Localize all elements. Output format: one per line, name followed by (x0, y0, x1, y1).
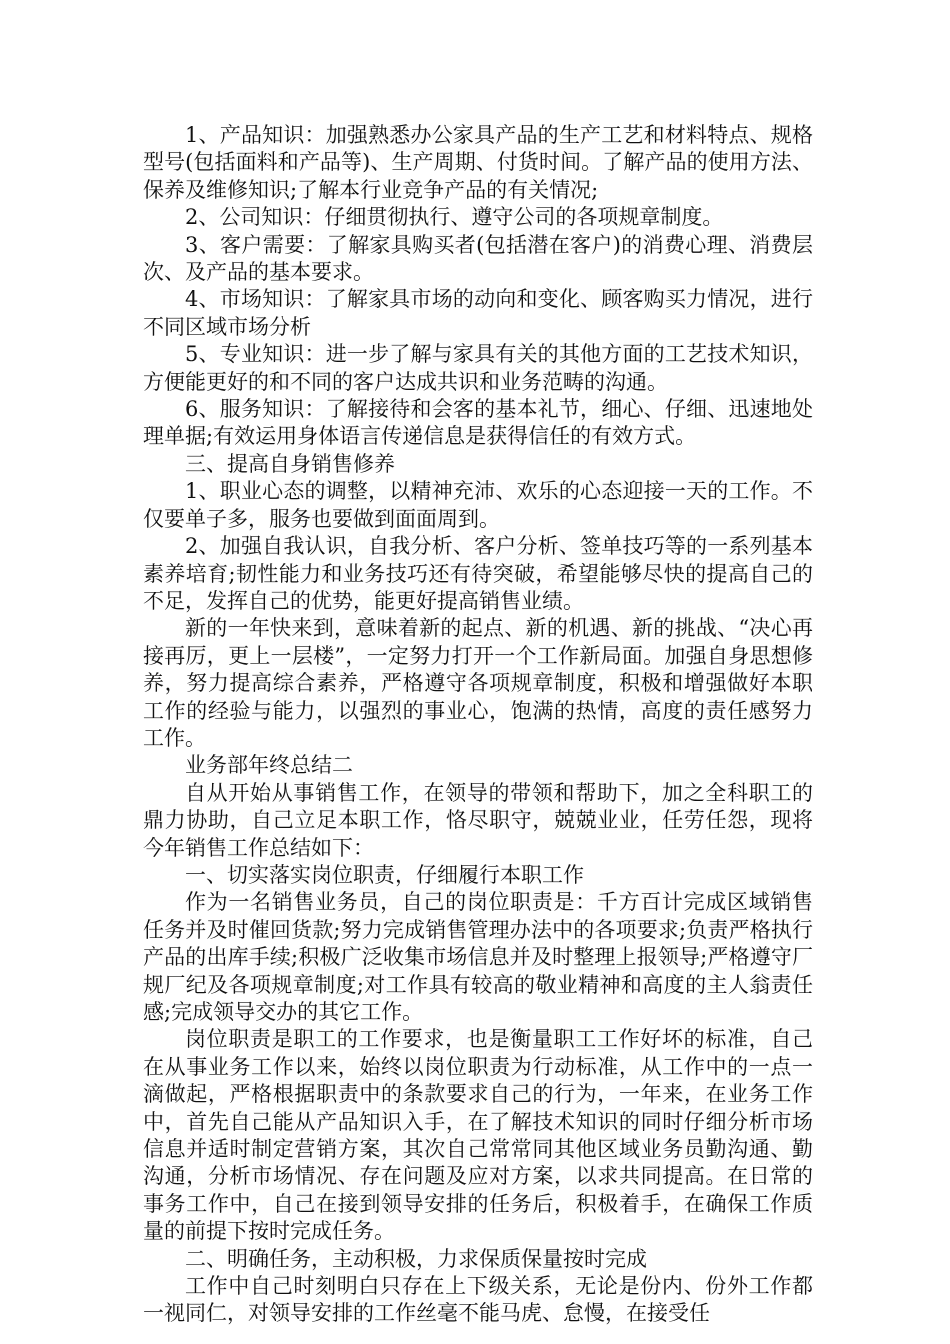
paragraph-market-knowledge: 4、市场知识：了解家具市场的动向和变化、顾客购买力情况，进行不同区域市场分析 (143, 287, 813, 339)
paragraph-self-awareness: 2、加强自我认识，自我分析、客户分析、签单技巧等的一系列基本素养培育;韧性能力和业务技巧还有待突破，希望能够尽快的提高自己的不足，发挥自己的优势，能更好提高销售业绩。 (143, 534, 813, 613)
paragraph-company-knowledge: 2、公司知识：仔细贯彻执行、遵守公司的各项规章制度。 (185, 205, 724, 230)
paragraph-work-relations: 工作中自己时刻明白只存在上下级关系，无论是份内、份外工作都一视同仁，对领导安排的工作丝毫不能马虎、怠慢，在接受任 (143, 1274, 813, 1326)
paragraph-product-knowledge: 1、产品知识：加强熟悉办公家具产品的生产工艺和材料特点、规格型号(包括面料和产品等)、生产周期、付货时间。了解产品的使用方法、保养及维修知识;了解本行业竞争产品的有关情况; (143, 123, 813, 202)
paragraph-customer-needs: 3、客户需要：了解家具购买者(包括潜在客户)的消费心理、消费层次、及产品的基本要求。 (143, 232, 813, 285)
paragraph-duty-standards: 岗位职责是职工的工作要求，也是衡量职工工作好坏的标准，自己在从事业务工作以来，始终以岗位职责为行动标准，从工作中的一点一滴做起，严格根据职责中的条款要求自己的行为，一年来，在业务工作中，首先自己能从产品知识入手，在了解技术知识的同时仔细分析市场信息并适时制定营销方案，其次自己常常同其他区域业务员勤沟通、勤沟通，分析市场情况、存在问题及应对方案，以求共同提高。在日常的事务工作中，自己在接到领导安排的任务后，积极着手，在确保工作质量的前提下按时完成任务。 (143, 1027, 813, 1244)
paragraph-introduction: 自从开始从事销售工作，在领导的带领和帮助下，加之全科职工的鼎力协助，自己立足本职工作，恪尽职守，兢兢业业，任劳任怨，现将今年销售工作总结如下： (143, 780, 813, 860)
section-heading-clear-tasks: 二、明确任务，主动积极，力求保质保量按时完成 (185, 1246, 647, 1271)
paragraph-duties-list: 作为一名销售业务员，自己的岗位职责是：千方百计完成区域销售任务并及时催回货款;努力完成销售管理办法中的各项要求;负责严格执行产品的出库手续;积极广泛收集市场信息并及时整理上报领导;严格遵守厂规厂纪及各项规章制度;对工作具有较高的敬业精神和高度的主人翁责任感;完成领导交办的其它工作。 (143, 890, 813, 1024)
paragraph-new-year: 新的一年快来到，意味着新的起点、新的机遇、新的挑战、“决心再接再厉，更上一层楼”，一定努力打开一个工作新局面。加强自身思想修养，努力提高综合素养，严格遵守各项规章制度，积极和增强做好本职工作的经验与能力，以强烈的事业心，饱满的热情，高度的责任感努力工作。 (143, 616, 813, 750)
paragraph-mindset: 1、职业心态的调整，以精神充沛、欢乐的心态迎接一天的工作。不仅要单子多，服务也要做到面面周到。 (143, 479, 813, 531)
paragraph-service-knowledge: 6、服务知识：了解接待和会客的基本礼节，细心、仔细、迅速地处理单据;有效运用身体语言传递信息是获得信任的有效方式。 (143, 397, 813, 449)
paragraph-professional-knowledge: 5、专业知识：进一步了解与家具有关的其他方面的工艺技术知识，方便能更好的和不同的客户达成共识和业务范畴的沟通。 (143, 342, 813, 394)
section-title-summary-two: 业务部年终总结二 (185, 753, 353, 778)
section-heading-job-duties: 一、切实落实岗位职责，仔细履行本职工作 (185, 862, 584, 887)
section-heading-sales-cultivation: 三、提高自身销售修养 (185, 451, 395, 476)
document-body (143, 122, 813, 1328)
